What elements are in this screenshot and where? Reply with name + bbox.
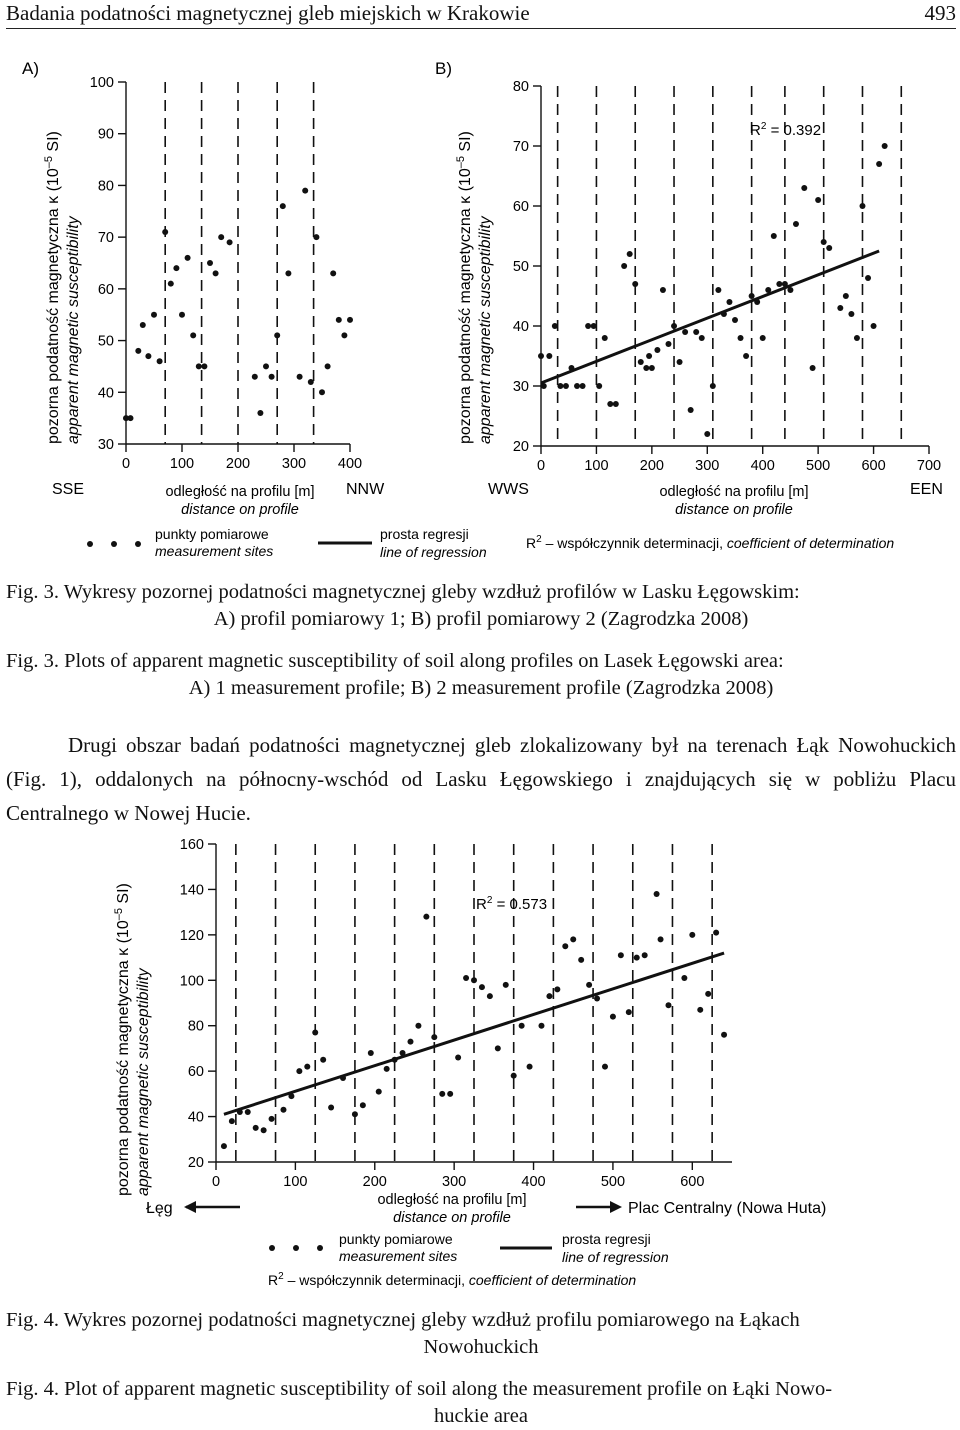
y-tick-label: 120 (179, 927, 204, 944)
running-header (6, 0, 956, 29)
x-tick-label: 300 (281, 456, 307, 472)
data-point (185, 255, 191, 261)
data-point (173, 265, 179, 271)
data-point (320, 1057, 326, 1063)
svg-text:pozorna podatność magnetyczna: pozorna podatność magnetyczna κ ($10^{-5}$ SI) (455, 131, 474, 444)
fig4-plot-area (180, 837, 732, 1190)
data-point (269, 1116, 275, 1122)
data-point (400, 1050, 406, 1056)
data-point (280, 203, 286, 209)
data-point (471, 977, 477, 983)
panel-a-xlabel: odległość na profilu [m] (165, 484, 315, 500)
data-point (376, 1089, 382, 1095)
y-tick-label: 20 (512, 439, 529, 455)
data-point (721, 311, 727, 317)
x-tick-label: 400 (750, 458, 775, 474)
data-point (527, 1064, 533, 1070)
data-point (538, 1023, 544, 1029)
data-point (654, 891, 660, 897)
x-tick-label: 400 (337, 456, 363, 472)
arrow-left-icon (184, 1201, 196, 1213)
data-point (632, 281, 638, 287)
data-point (602, 335, 608, 341)
data-point (274, 332, 280, 338)
data-point (689, 932, 695, 938)
data-point (297, 374, 303, 380)
data-point (848, 311, 854, 317)
panel-a-chart (22, 59, 385, 518)
data-point (643, 365, 649, 371)
data-point (649, 365, 655, 371)
data-point (821, 239, 827, 245)
data-point (815, 197, 821, 203)
data-point (368, 1050, 374, 1056)
y-tick-label: 70 (512, 139, 529, 155)
y-tick-label: 60 (97, 281, 114, 298)
data-point (227, 239, 233, 245)
data-point (563, 383, 569, 389)
data-point (296, 1068, 302, 1074)
data-point (308, 379, 314, 385)
y-tick-label: 140 (179, 882, 204, 899)
data-point (237, 1109, 243, 1115)
data-point (127, 415, 133, 421)
data-point (859, 203, 865, 209)
panel-a-right-label: NNW (346, 481, 385, 498)
svg-text:pozorna podatność magnetyczna: pozorna podatność magnetyczna κ ($10^{-5}$ SI) (43, 131, 62, 444)
legend-dot (293, 1245, 299, 1251)
fig4-caption-en: Fig. 4. Plot of apparent magnetic susceptibility of soil along the measurement profile on Łąki Nowo- huckie area (6, 1378, 833, 1427)
data-point (179, 312, 185, 318)
fig4-caption-pl: Fig. 4. Wykres pozornej podatności magnetycznej gleby wzdłuż profilu pomiarowego na Łąkach Nowohuckich (6, 1309, 800, 1358)
data-point (562, 943, 568, 949)
data-point (705, 991, 711, 997)
x-tick-label: 600 (861, 458, 886, 474)
data-point (511, 1073, 517, 1079)
panel-b-xlabel-en: distance on profile (675, 502, 793, 518)
panel-a-xlabel-en: distance on profile (181, 502, 299, 518)
data-point (871, 323, 877, 329)
data-point (538, 353, 544, 359)
legend-line-en: line of regression (380, 544, 487, 560)
data-point (660, 287, 666, 293)
data-point (487, 993, 493, 999)
data-point (876, 161, 882, 167)
data-point (423, 914, 429, 920)
data-point (519, 1023, 525, 1029)
data-point (713, 930, 719, 936)
data-point (546, 353, 552, 359)
y-tick-label: 60 (187, 1064, 204, 1081)
data-point (207, 260, 213, 266)
data-point (782, 281, 788, 287)
data-point (151, 312, 157, 318)
data-point (140, 322, 146, 328)
panel-b-plot-area (513, 79, 941, 474)
data-point (503, 982, 509, 988)
data-point (360, 1102, 366, 1108)
body-paragraph: Drugi obszar badań podatności magnetycznej gleb zlokalizowany był na terenach Łąk Nowohuckich (Fig. 1), oddalonych na północny-wschód od Lasku Łęgowskiego i znajdujących się w pobliżu Placu Centralnego w Nowej Hucie. (6, 733, 956, 825)
x-tick-label: 100 (283, 1174, 308, 1190)
y-tick-label: 40 (512, 319, 529, 335)
x-tick-label: 0 (121, 456, 131, 472)
panel-b-chart (435, 59, 943, 518)
data-point (253, 1125, 259, 1131)
data-point (570, 936, 576, 942)
data-point (618, 952, 624, 958)
fig4-figure (0, 832, 960, 1292)
y-tick-label: 80 (512, 79, 529, 95)
y-tick-label: 30 (97, 437, 114, 453)
running-title: Badania podatności magnetycznej gleb miejskich w Krakowie (6, 1, 530, 25)
data-point (721, 1032, 727, 1038)
data-point (407, 1039, 413, 1045)
data-point (743, 353, 749, 359)
data-point (854, 335, 860, 341)
legend-r2: $R^2$ – współczynnik determinacji, coefficient of determination (268, 1271, 637, 1288)
data-point (594, 995, 600, 1001)
x-tick-label: 0 (211, 1174, 221, 1190)
y-tick-label: 80 (187, 1018, 204, 1035)
fig4-r2: $R^2 = 0.573$ (476, 895, 548, 913)
data-point (671, 323, 677, 329)
data-point (697, 1007, 703, 1013)
data-point (269, 374, 275, 380)
data-point (245, 1109, 251, 1115)
fig4-xlabel: odległość na profilu [m] (377, 1192, 527, 1208)
panel-a-ylabel (43, 131, 82, 444)
data-point (665, 1002, 671, 1008)
data-point (801, 185, 807, 191)
panel-b-label: B) (435, 59, 452, 78)
fig4-left-label: Łęg (146, 1200, 173, 1217)
regression-line (541, 251, 879, 383)
data-point (693, 329, 699, 335)
x-tick-label: 500 (806, 458, 831, 474)
data-point (554, 986, 560, 992)
data-point (330, 270, 336, 276)
data-point (157, 358, 163, 364)
data-point (218, 234, 224, 240)
data-point (634, 955, 640, 961)
y-tick-label: 20 (187, 1155, 204, 1171)
data-point (415, 1023, 421, 1029)
data-point (578, 957, 584, 963)
data-point (596, 383, 602, 389)
data-point (654, 347, 660, 353)
panel-b-left-label: WWS (488, 481, 529, 498)
x-tick-label: 200 (225, 456, 251, 472)
data-point (229, 1118, 235, 1124)
data-point (626, 1009, 632, 1015)
legend-points-en: measurement sites (155, 543, 274, 559)
svg-text:pozorna podatność magnetyczna: pozorna podatność magnetyczna κ ($10^{-5}$ SI) (113, 883, 132, 1196)
x-tick-label: 300 (442, 1174, 467, 1190)
data-point (252, 374, 258, 380)
data-point (771, 233, 777, 239)
data-point (658, 936, 664, 942)
data-point (263, 363, 269, 369)
data-point (190, 332, 196, 338)
data-point (843, 293, 849, 299)
data-point (168, 281, 174, 287)
data-point (261, 1127, 267, 1133)
data-point (776, 281, 782, 287)
data-point (688, 407, 694, 413)
y-tick-label: 100 (179, 973, 204, 990)
data-point (765, 287, 771, 293)
data-point (826, 245, 832, 251)
arrow-right-icon (610, 1201, 622, 1213)
data-point (568, 365, 574, 371)
panel-b-r2: $R^2 = 0.392$ (750, 121, 822, 139)
x-tick-label: 100 (584, 458, 609, 474)
panel-a-label: A) (22, 59, 39, 78)
data-point (787, 287, 793, 293)
data-point (392, 1057, 398, 1063)
data-point (319, 389, 325, 395)
data-point (607, 401, 613, 407)
data-point (738, 335, 744, 341)
data-point (213, 270, 219, 276)
data-point (384, 1066, 390, 1072)
panel-a-plot-area (90, 75, 362, 472)
data-point (665, 341, 671, 347)
data-point (285, 270, 291, 276)
data-point (882, 143, 888, 149)
data-point (585, 323, 591, 329)
svg-text:apparent magnetic susceptibili: apparent magnetic susceptibility (65, 216, 82, 444)
data-point (627, 251, 633, 257)
svg-text:apparent magnetic susceptibili: apparent magnetic susceptibility (135, 968, 152, 1196)
legend-dot (135, 541, 141, 547)
data-point (302, 188, 308, 194)
data-point (621, 263, 627, 269)
data-point (682, 329, 688, 335)
legend-dot (87, 541, 93, 547)
data-point (704, 431, 710, 437)
data-point (201, 363, 207, 369)
legend-points-en: measurement sites (339, 1248, 458, 1264)
data-point (463, 975, 469, 981)
panel-b-ylabel (455, 131, 494, 444)
fig3-caption-pl: Fig. 3. Wykresy pozornej podatności magnetycznej gleby wzdłuż profilów w Lasku Łęgowskim: A) profil pomiarowy 1; B) profil pomiarowy 2 (Zagrodzka 2008) (6, 581, 800, 630)
y-tick-label: 90 (97, 126, 114, 143)
x-tick-label: 100 (169, 456, 195, 472)
data-point (710, 383, 716, 389)
y-tick-label: 160 (179, 837, 204, 853)
data-point (336, 317, 342, 323)
x-tick-label: 700 (916, 458, 942, 474)
data-point (760, 335, 766, 341)
fig4-ylabel (113, 883, 152, 1196)
data-point (677, 359, 683, 365)
y-tick-label: 50 (97, 333, 114, 350)
data-point (552, 323, 558, 329)
data-point (196, 363, 202, 369)
data-point (646, 353, 652, 359)
fig3-figure (0, 40, 960, 610)
legend-line-en: line of regression (562, 1249, 669, 1265)
fig3-caption-en: Fig. 3. Plots of apparent magnetic susceptibility of soil along profiles on Lasek Łęgowski area: A) 1 measurement profile; B) 2 measurement profile (Zagrodzka 2008) (6, 650, 784, 699)
page-number: 493 (924, 1, 956, 25)
data-point (313, 234, 319, 240)
data-point (304, 1064, 310, 1070)
x-tick-label: 500 (600, 1174, 626, 1190)
fig4-right-label: Plac Centralny (Nowa Huta) (628, 1200, 827, 1217)
data-point (726, 299, 732, 305)
y-tick-label: 40 (97, 385, 114, 402)
legend-dot (111, 541, 117, 547)
data-point (280, 1107, 286, 1113)
data-point (574, 383, 580, 389)
data-point (328, 1104, 334, 1110)
data-point (602, 1064, 608, 1070)
data-point (749, 293, 755, 299)
data-point (352, 1111, 358, 1117)
data-point (455, 1055, 461, 1061)
legend-dot (317, 1245, 323, 1251)
data-point (288, 1093, 294, 1099)
fig4-legend (268, 1231, 669, 1288)
y-tick-label: 40 (187, 1109, 204, 1126)
y-tick-label: 100 (89, 75, 114, 91)
data-point (541, 383, 547, 389)
y-tick-label: 60 (512, 199, 529, 215)
data-point (586, 982, 592, 988)
legend-r2: $R^2$ – współczynnik determinacji, coefficient of determination (526, 534, 895, 551)
data-point (162, 229, 168, 235)
legend-dot (269, 1245, 275, 1251)
legend-line-pl: prosta regresji (562, 1231, 651, 1247)
x-tick-label: 0 (536, 458, 546, 474)
data-point (681, 975, 687, 981)
data-point (325, 363, 331, 369)
x-tick-label: 600 (680, 1174, 705, 1190)
data-point (732, 317, 738, 323)
panel-b-right-label: EEN (910, 481, 943, 498)
fig4-chart (113, 837, 826, 1226)
data-point (431, 1034, 437, 1040)
y-tick-label: 70 (97, 230, 114, 247)
data-point (642, 952, 648, 958)
svg-text:apparent magnetic susceptibili: apparent magnetic susceptibility (477, 216, 494, 444)
data-point (257, 410, 263, 416)
data-point (591, 323, 597, 329)
data-point (865, 275, 871, 281)
data-point (580, 383, 586, 389)
data-point (495, 1045, 501, 1051)
y-tick-label: 50 (512, 259, 529, 275)
data-point (638, 359, 644, 365)
data-point (347, 317, 353, 323)
data-point (312, 1030, 318, 1036)
data-point (221, 1143, 227, 1149)
data-point (557, 383, 563, 389)
data-point (439, 1091, 445, 1097)
data-point (715, 287, 721, 293)
data-point (479, 984, 485, 990)
fig3-legend (87, 526, 894, 560)
data-point (341, 332, 347, 338)
x-tick-label: 200 (362, 1174, 387, 1190)
x-tick-label: 300 (695, 458, 720, 474)
x-tick-label: 200 (639, 458, 664, 474)
data-point (754, 299, 760, 305)
data-point (613, 401, 619, 407)
data-point (145, 353, 151, 359)
data-point (340, 1075, 346, 1081)
panel-a-left-label: SSE (52, 481, 85, 498)
data-point (837, 305, 843, 311)
data-point (447, 1091, 453, 1097)
data-point (135, 348, 141, 354)
data-point (610, 1014, 616, 1020)
legend-points-pl: punkty pomiarowe (155, 526, 269, 542)
data-point (793, 221, 799, 227)
data-point (810, 365, 816, 371)
data-point (699, 335, 705, 341)
x-tick-label: 400 (521, 1174, 546, 1190)
y-tick-label: 30 (512, 379, 529, 395)
data-point (546, 993, 552, 999)
legend-line-pl: prosta regresji (380, 526, 469, 542)
y-tick-label: 80 (97, 178, 114, 195)
panel-b-xlabel: odległość na profilu [m] (659, 484, 809, 500)
fig4-xlabel-en: distance on profile (393, 1210, 511, 1226)
legend-points-pl: punkty pomiarowe (339, 1231, 453, 1247)
